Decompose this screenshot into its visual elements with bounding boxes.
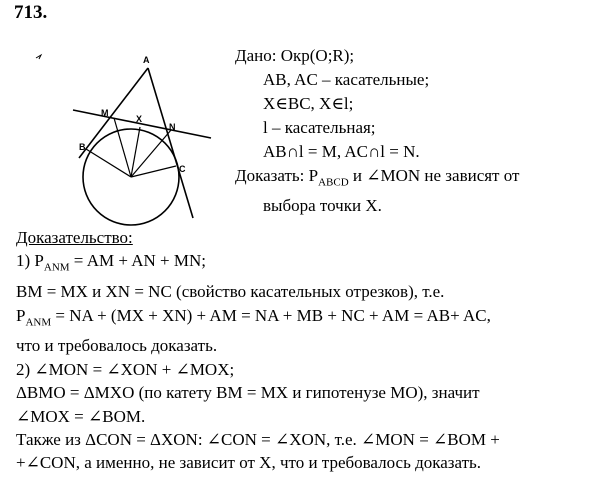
proof-l1-a: 1) P <box>16 251 44 271</box>
proof-heading: Доказательство: <box>16 228 133 247</box>
label-b: B <box>79 142 86 152</box>
proof-line5: 2) ∠MON = ∠XON + ∠MOX; <box>16 359 235 379</box>
proof-line7: ∠MOX = ∠BOM. <box>16 406 146 426</box>
proof-l1-sub: ANM <box>43 261 70 274</box>
prove-line2: выбора точки X. <box>263 196 382 216</box>
proof-l1-b: = AM + AN + MN; <box>69 251 206 271</box>
proof-line1 <box>16 249 586 280</box>
proof-line9: +∠CON, а именно, не зависит от X, что и требовалось доказать. <box>16 453 482 473</box>
proof-l3-sub: ANM <box>25 316 52 328</box>
given-line4: l – касательная; <box>263 118 376 137</box>
tangent-ac <box>148 68 193 218</box>
given-line2: AB, AC – касательные; <box>263 70 430 89</box>
label-c: C <box>179 164 186 174</box>
given-label: Дано: <box>235 46 277 65</box>
proof-line2: BM = MX и XN = NC (свойство касательных отрезков), т.е. <box>16 282 445 302</box>
problem-number: 713. <box>14 2 48 23</box>
proof-line4: что и требовалось доказать. <box>16 336 218 356</box>
prove-text: P <box>308 166 319 185</box>
stray-mark <box>36 55 41 59</box>
segment-oc <box>131 166 176 177</box>
given-section <box>235 44 519 218</box>
segment-ox <box>131 127 140 177</box>
proof-l3-a: P <box>16 305 26 325</box>
prove-label: Доказать: <box>235 166 305 185</box>
given-line5: AB∩l = M, AC∩l = N. <box>263 142 420 161</box>
given-line1: Окр(O;R); <box>280 46 355 65</box>
label-a: A <box>143 55 150 65</box>
geometry-figure <box>28 46 228 241</box>
proof-section <box>16 226 586 475</box>
label-m: M <box>101 108 109 118</box>
proof-line6: ΔBMO = ΔMXO (по катету BM = MX и гипотенузе MO), значит <box>16 383 480 403</box>
segment-on <box>131 130 171 177</box>
prove-sub: ABCD <box>318 176 349 189</box>
proof-line8: Также из ΔCON = ΔXON: ∠CON = ∠XON, т.е. ∠MON = ∠BOM + <box>16 430 500 450</box>
proof-line3 <box>16 304 586 335</box>
proof-l3-b: = NA + (MX + XN) + AM = NA + MB + NC + AM = AB+ AC, <box>51 305 491 325</box>
given-line3: X∈BC, X∈l; <box>263 94 354 113</box>
label-x: X <box>136 114 143 124</box>
prove-text2: и ∠MON не зависят от <box>348 166 520 185</box>
label-n: N <box>169 122 176 132</box>
